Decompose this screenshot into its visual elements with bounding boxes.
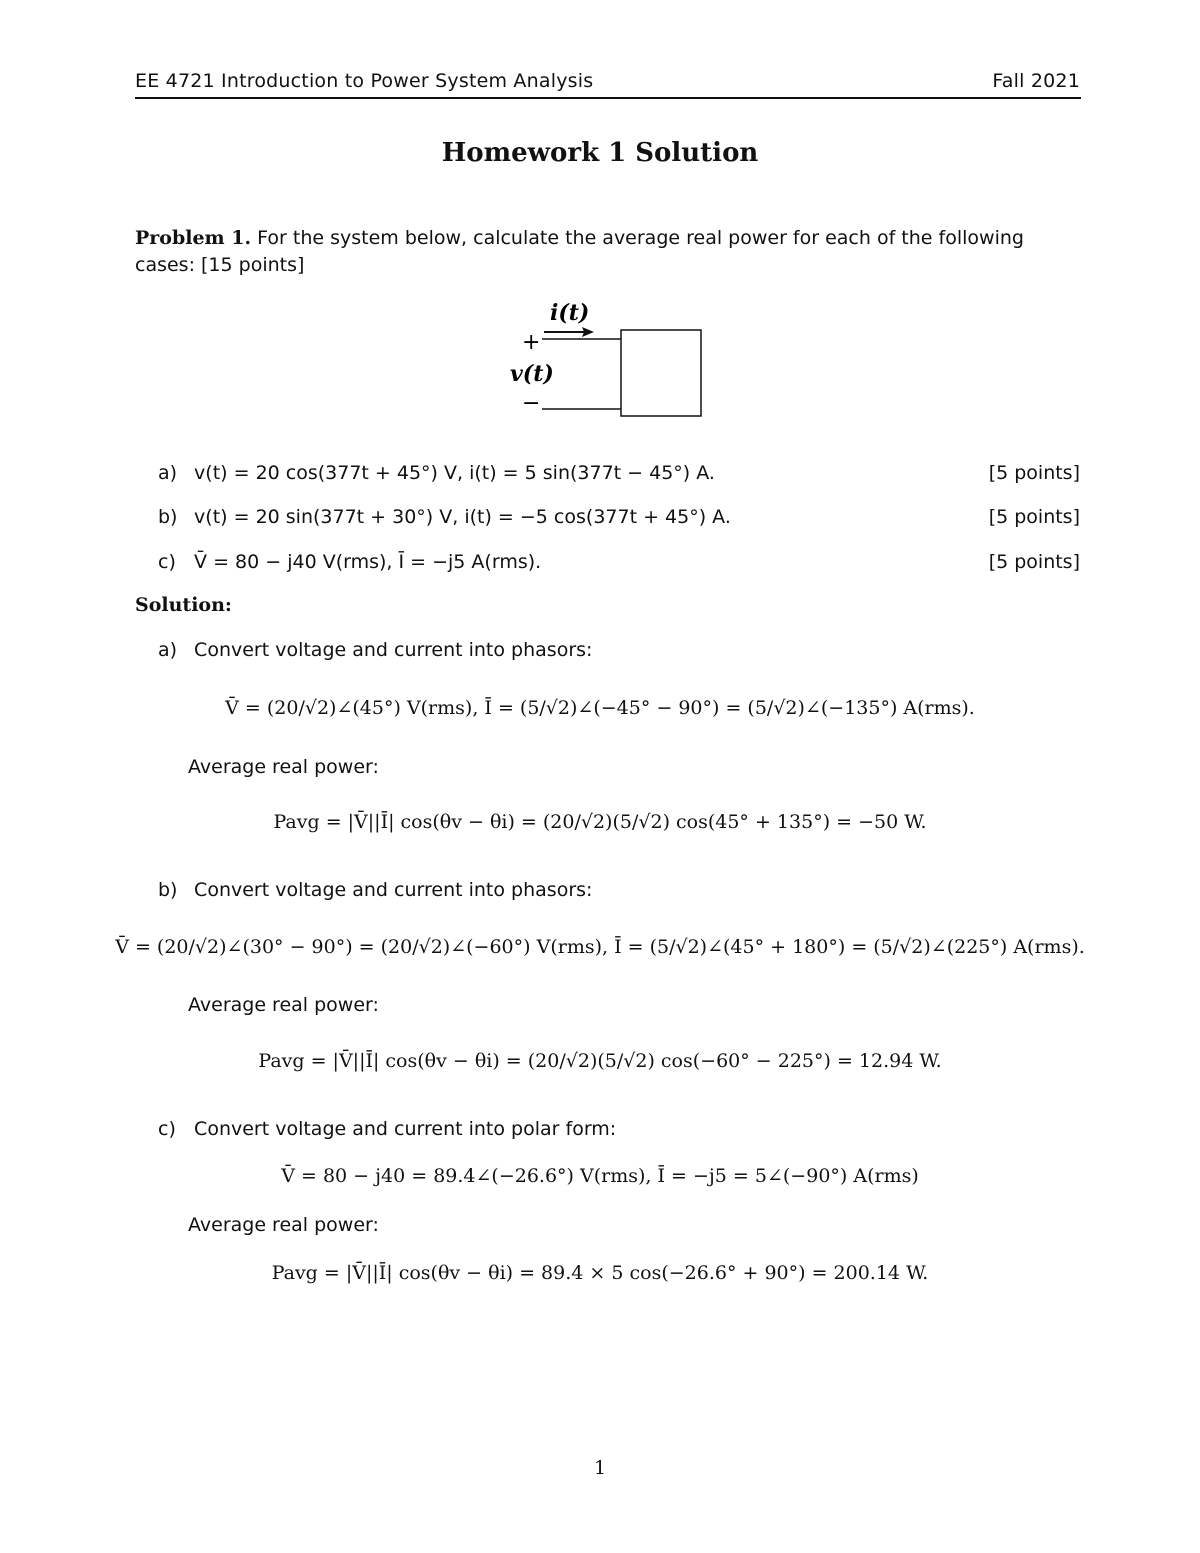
solution-b-phasors: V̄ = (20/√2)∠(30° − 90°) = (20/√2)∠(−60°) V(rms), Ī = (5/√2)∠(45° + 180°) = (5/√2)∠(225°) A(rms). [115, 936, 1085, 958]
course-title: EE 4721 Introduction to Power System Analysis [135, 70, 594, 92]
term: Fall 2021 [992, 70, 1080, 92]
load-box [621, 330, 701, 416]
step-text: Convert voltage and current into polar form: [194, 1118, 617, 1140]
page-number: 1 [593, 1457, 607, 1479]
solution-a-power-label: Average real power: [188, 756, 379, 778]
step-label: c) [158, 1118, 176, 1140]
problem-text: For the system below, calculate the average real power for each of the following cases: [15 points] [135, 227, 1024, 276]
case-a [158, 462, 1080, 484]
current-label: i(t) [550, 300, 590, 326]
case-expression: v(t) = 20 cos(377t + 45°) V, i(t) = 5 sin(377t − 45°) A. [194, 462, 715, 484]
solution-c-power: Pavg = |V̄||Ī| cos(θv − θi) = 89.4 × 5 cos(−26.6° + 90°) = 200.14 W. [271, 1262, 929, 1284]
problem-statement [135, 225, 1081, 279]
solution-c-phasors: V̄ = 80 − j40 = 89.4∠(−26.6°) V(rms), Ī = −j5 = 5∠(−90°) A(rms) [281, 1165, 919, 1187]
step-label: b) [158, 879, 178, 901]
problem-label: Problem 1. [135, 227, 252, 249]
page-title: Homework 1 Solution [441, 138, 759, 168]
step-text: Convert voltage and current into phasors: [194, 639, 593, 661]
solution-b-power-label: Average real power: [188, 994, 379, 1016]
step-text: Convert voltage and current into phasors: [194, 879, 593, 901]
solution-a-power: Pavg = |V̄||Ī| cos(θv − θi) = (20/√2)(5/√2) cos(45° + 135°) = −50 W. [273, 811, 927, 833]
case-label: c) [158, 551, 176, 573]
plus-sign: + [522, 330, 541, 355]
header-rule [135, 97, 1081, 99]
solution-a-intro [158, 639, 592, 661]
solution-c-power-label: Average real power: [188, 1214, 379, 1236]
solution-a-phasors: V̄ = (20/√2)∠(45°) V(rms), Ī = (5/√2)∠(−45° − 90°) = (5/√2)∠(−135°) A(rms). [225, 697, 975, 719]
case-label: b) [158, 506, 178, 528]
voltage-label: v(t) [510, 361, 554, 387]
case-expression: V̄ = 80 − j40 V(rms), Ī = −j5 A(rms). [194, 551, 542, 573]
solution-c-intro [158, 1118, 616, 1140]
case-expression: v(t) = 20 sin(377t + 30°) V, i(t) = −5 cos(377t + 45°) A. [194, 506, 731, 528]
circuit-diagram [500, 292, 710, 422]
solution-heading: Solution: [135, 594, 232, 616]
case-points: [5 points] [988, 462, 1080, 484]
solution-b-intro [158, 879, 592, 901]
solution-b-power: Pavg = |V̄||Ī| cos(θv − θi) = (20/√2)(5/√2) cos(−60° − 225°) = 12.94 W. [258, 1050, 942, 1072]
case-points: [5 points] [988, 551, 1080, 573]
case-c [158, 551, 1080, 573]
case-points: [5 points] [988, 506, 1080, 528]
case-label: a) [158, 462, 178, 484]
step-label: a) [158, 639, 178, 661]
minus-sign: − [522, 391, 541, 416]
case-b [158, 506, 1080, 528]
